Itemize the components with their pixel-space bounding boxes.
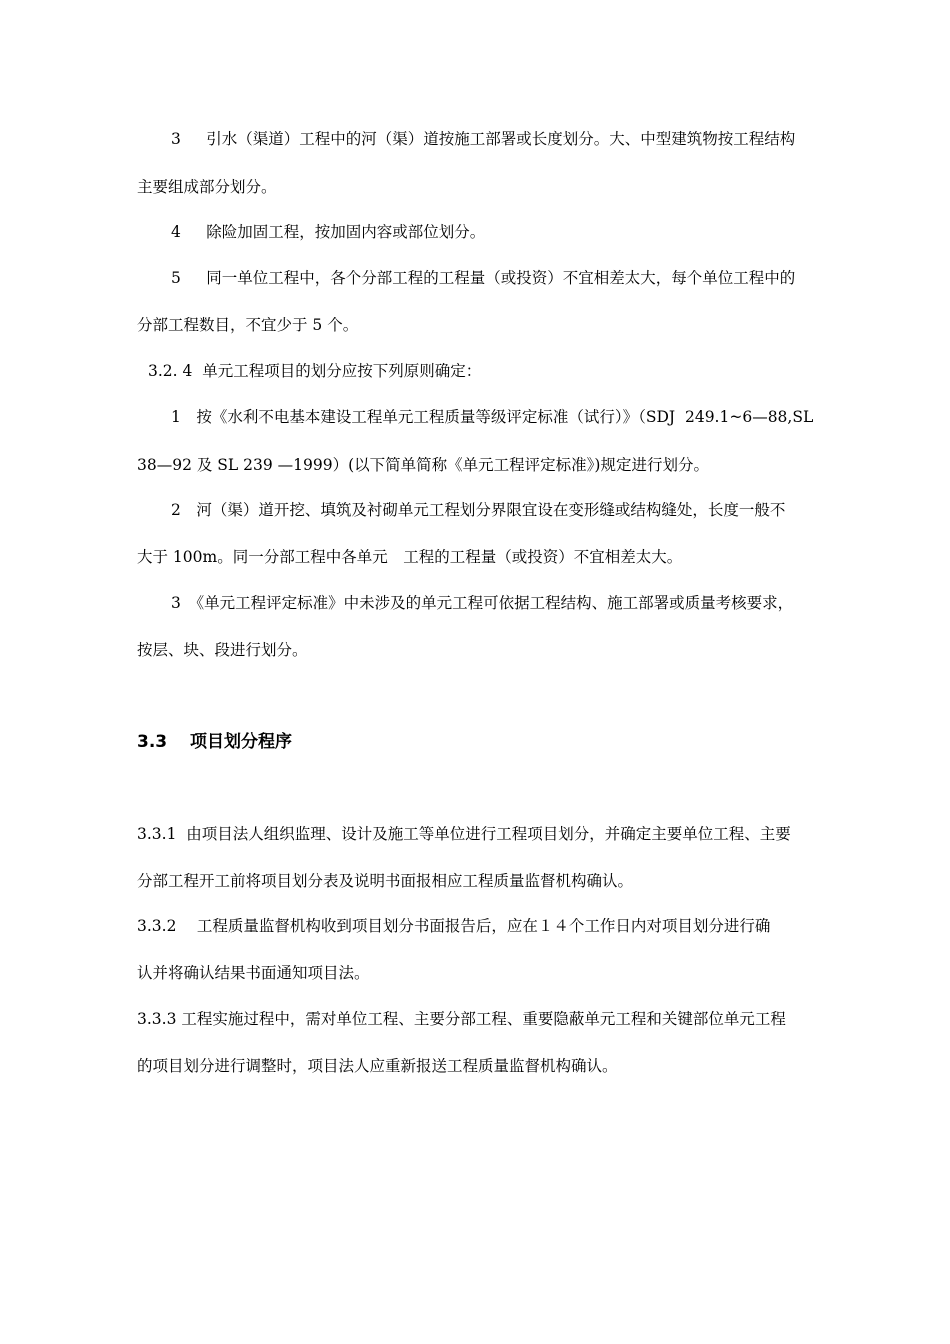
clause-3-3-1-line-2: 分部工程开工前将项目划分表及说明书面报相应工程质量监督机构确认。	[137, 872, 634, 890]
item-4-line-1: 4 除险加固工程，按加固内容或部位划分。	[171, 223, 486, 241]
section-3-3-heading: 3.3 项目划分程序	[137, 732, 293, 752]
clause-3-2-4-item-1-line-2: 38—92 及 SL 239 —1999）(以下简单简称《单元工程评定标准》)规定进行划分。	[137, 456, 709, 474]
item-3-line-2: 主要组成部分划分。	[137, 178, 277, 196]
clause-3-3-1-line-1: 3.3.1 由项目法人组织监理、设计及施工等单位进行工程项目划分，并确定主要单位工程、主要	[137, 825, 791, 843]
clause-3-2-4-item-3-line-2: 按层、块、段进行划分。	[137, 641, 308, 659]
clause-3-3-2-line-2: 认并将确认结果书面通知项目法。	[137, 964, 370, 982]
item-3-line-1: 3 引水（渠道）工程中的河（渠）道按施工部署或长度划分。大、中型建筑物按工程结构	[171, 130, 796, 148]
clause-3-3-3-line-2: 的项目划分进行调整时，项目法人应重新报送工程质量监督机构确认。	[137, 1057, 618, 1075]
clause-3-3-2-line-1: 3.3.2 工程质量监督机构收到项目划分书面报告后，应在１４个工作日内对项目划分进行确	[137, 917, 771, 935]
clause-3-2-4-item-3-line-1: 3 《单元工程评定标准》中未涉及的单元工程可依据工程结构、施工部署或质量考核要求，	[171, 594, 794, 612]
clause-3-2-4-item-2-line-2: 大于 100m。同一分部工程中各单元 工程的工程量（或投资）不宜相差太大。	[137, 548, 683, 566]
clause-3-2-4-title: 3.2. 4 单元工程项目的划分应按下列原则确定：	[148, 362, 482, 380]
item-5-line-1: 5 同一单位工程中，各个分部工程的工程量（或投资）不宜相差太大，每个单位工程中的	[171, 269, 796, 287]
clause-3-3-3-line-1: 3.3.3 工程实施过程中，需对单位工程、主要分部工程、重要隐蔽单元工程和关键部位单元工程	[137, 1010, 786, 1028]
clause-3-2-4-item-2-line-1: 2 河（渠）道开挖、填筑及衬砌单元工程划分界限宜设在变形缝或结构缝处，长度一般不	[171, 501, 786, 519]
item-5-line-2: 分部工程数目，不宜少于 5 个。	[137, 316, 359, 334]
clause-3-2-4-item-1-line-1: 1 按《水利不电基本建设工程单元工程质量等级评定标准（试行）》（SDJ 249.1~6—88,SL	[171, 408, 814, 426]
